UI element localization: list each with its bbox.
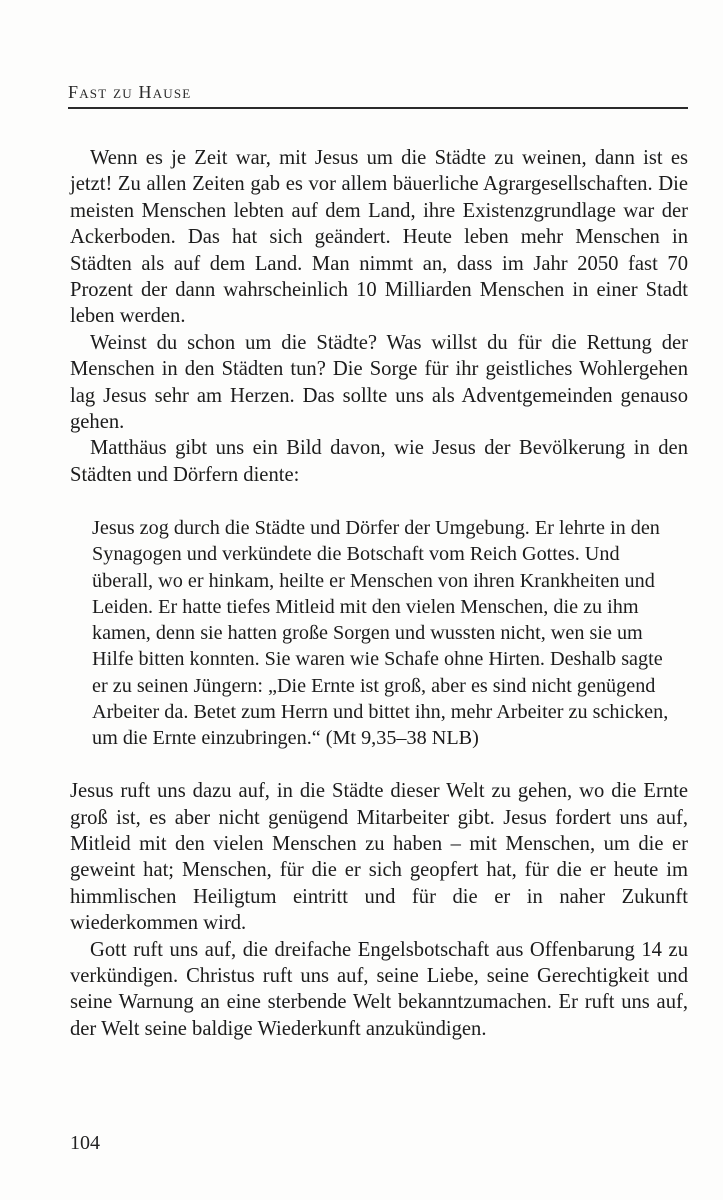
running-title: Fast zu Hause	[68, 82, 192, 102]
header-rule	[68, 107, 688, 109]
paragraph-4: Jesus ruft uns dazu auf, in die Städte dieser Welt zu gehen, wo die Ernte groß ist, es aber nicht genügend Mitarbeiter gibt. Jesus fordert uns auf, Mitleid mit den vielen Menschen zu haben – mit Menschen, um die er geweint hat; Menschen, für die er sich geopfert hat, für die er heute im himmlischen Heiligtum eintritt und für die er in naher Zukunft wiederkommen wird.	[70, 780, 688, 935]
block-quote	[92, 515, 680, 751]
quote-text: Jesus zog durch die Städte und Dörfer der Umgebung. Er lehrte in den Synagogen und verkündete die Botschaft vom Reich Gottes. Und überall, wo er hinkam, heilte er Menschen von ihren Krankheiten und Leiden. Er hatte tiefes Mitleid mit den vielen Menschen, die zu ihm kamen, denn sie hatten große Sorgen und wussten nicht, wen sie um Hilfe bitten konnten. Sie waren wie Schafe ohne Hirten. Deshalb sagte er zu seinen Jüngern: „Die Ernte ist groß, aber es sind nicht genügend Arbeiter da. Betet zum Herrn und bittet ihn, mehr Arbeiter zu schicken, um die Ernte einzubringen.“ (Mt 9,35–38 NLB)	[92, 517, 669, 749]
paragraph-2: Weinst du schon um die Städte? Was willst du für die Rettung der Menschen in den Städten tun? Die Sorge für ihr geistliches Wohlergehen lag Jesus sehr am Herzen. Das sollte uns als Adventgemeinden genauso gehen.	[70, 331, 688, 434]
page-number: 104	[70, 1132, 100, 1154]
paragraph-3: Matthäus gibt uns ein Bild davon, wie Jesus der Bevölkerung in den Städten und Dörfern diente:	[70, 437, 688, 486]
paragraph-5: Gott ruft uns auf, die dreifache Engelsbotschaft aus Offenbarung 14 zu verkündigen. Christus ruft uns auf, seine Liebe, seine Gerechtigkeit und seine Warnung an eine sterbende Welt bekanntzumachen. Er ruft uns auf, der Welt seine baldige Wiederkunft anzukündigen.	[70, 938, 688, 1040]
paragraph-1: Wenn es je Zeit war, mit Jesus um die Städte zu weinen, dann ist es jetzt! Zu allen Zeiten gab es vor allem bäuerliche Agrargesellschaften. Die meisten Menschen lebten auf dem Land, ihre Existenzgrundlage war der Ackerboden. Das hat sich geändert. Heute leben mehr Menschen in Städten als auf dem Land. Man nimmt an, dass im Jahr 2050 fast 70 Prozent der dann wahrscheinlich 10 Milliarden Menschen in einer Stadt leben werden.	[70, 147, 688, 328]
page-header	[68, 80, 688, 109]
body-text	[70, 145, 688, 1042]
